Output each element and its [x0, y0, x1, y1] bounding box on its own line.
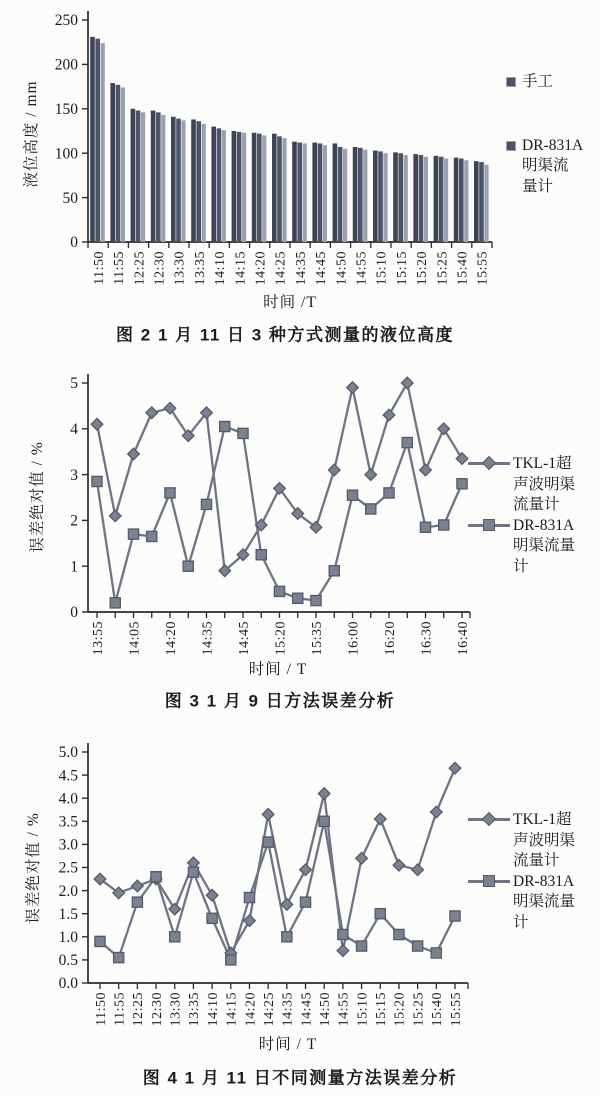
bar-15:55-s1: [474, 161, 479, 242]
bar-14:10-s3: [222, 130, 226, 242]
x-tick-label: 12:30: [152, 251, 168, 286]
fig3-legend: [468, 454, 575, 577]
fig2-x-axis-title: 时间 /T: [263, 294, 317, 311]
square-point: [110, 598, 120, 608]
bar-14:25-s1: [272, 134, 277, 242]
square-point: [128, 529, 138, 539]
fig3-legend-label-line: TKL-1超: [513, 455, 572, 472]
bar-14:15-s1: [232, 131, 237, 242]
bar-13:35-s2: [196, 121, 201, 242]
y-tick-label: 0.0: [58, 975, 78, 993]
x-tick-label: 16:40: [455, 621, 471, 656]
y-tick-label: 4: [70, 421, 78, 438]
square-series-marker-icon: [468, 880, 510, 883]
fig4-legend-entry-tkl1: [468, 810, 575, 872]
x-tick-label: 16:20: [382, 621, 398, 656]
square-point: [402, 437, 412, 447]
bar-11:55-s1: [110, 83, 115, 242]
bar-12:25-s3: [141, 112, 145, 242]
fig2-legend-label-line: DR-831A: [522, 136, 584, 154]
series-line-2: [97, 427, 462, 603]
square-point: [132, 897, 142, 907]
x-tick-label: 13:55: [90, 621, 106, 656]
diamond-point: [109, 510, 121, 522]
x-tick-label: 16:00: [346, 621, 362, 656]
x-tick-label: 15:15: [374, 992, 390, 1027]
diamond-series-marker-icon: [468, 462, 510, 465]
square-point: [420, 522, 430, 532]
x-tick-label: 14:10: [213, 251, 229, 286]
square-point: [147, 531, 157, 541]
diamond-point: [412, 864, 424, 876]
bar-14:45-s2: [318, 143, 323, 242]
bar-12:30-s1: [151, 111, 156, 242]
diamond-point: [347, 382, 359, 394]
diamond-point: [169, 903, 181, 915]
bar-14:55-s1: [353, 147, 358, 242]
bar-12:25-s2: [136, 111, 141, 242]
x-tick-label: 14:55: [336, 992, 352, 1027]
x-tick-label: 14:35: [280, 992, 296, 1027]
x-tick-label: 11:50: [91, 251, 107, 285]
bar-15:15-s2: [398, 153, 403, 242]
x-tick-label: 14:45: [314, 251, 330, 286]
diamond-point: [420, 464, 432, 476]
diamond-point: [401, 377, 413, 389]
x-tick-label: 15:25: [411, 992, 427, 1027]
fig4-legend-label-line: 声波明渠: [513, 831, 576, 849]
square-point: [394, 929, 404, 939]
bar-14:55-s3: [363, 150, 367, 242]
x-tick-label: 15:55: [448, 992, 464, 1027]
diamond-point: [244, 915, 256, 927]
diamond-point: [318, 788, 330, 800]
square-point: [375, 909, 385, 919]
diamond-point: [438, 423, 450, 435]
bar-14:45-s3: [323, 145, 327, 242]
x-tick-label: 15:10: [355, 992, 371, 1027]
x-tick-label: 12:25: [131, 992, 147, 1027]
x-tick-label: 11:55: [112, 992, 128, 1026]
square-point: [151, 872, 161, 882]
y-tick-label: 3: [70, 466, 78, 484]
square-point: [366, 504, 376, 514]
fig2-legend-entry-dr831a: [506, 136, 583, 198]
fig2-legend-label-line: 量计: [522, 177, 554, 195]
square-point: [319, 816, 329, 826]
fig2-y-axis-title: 液位高度 / mm: [23, 80, 40, 188]
x-tick-label: 14:35: [200, 621, 216, 656]
x-tick-label: 14:50: [334, 251, 350, 286]
y-tick-label: 2.0: [58, 882, 78, 900]
square-point: [263, 837, 273, 847]
x-tick-label: 14:20: [163, 621, 179, 656]
bar-15:10-s2: [378, 151, 383, 242]
figure-3-line-chart: [0, 355, 600, 720]
bar-13:30-s2: [176, 119, 181, 242]
bar-12:30-s2: [156, 112, 161, 242]
square-point: [457, 479, 467, 489]
fig3-legend-entry-dr831a: [468, 516, 575, 578]
x-tick-label: 13:30: [168, 992, 184, 1027]
square-point: [338, 929, 348, 939]
bar-15:25-s1: [434, 156, 439, 242]
bar-15:10-s1: [373, 151, 378, 242]
fig4-legend-label-line: 明渠流量: [513, 893, 576, 910]
bar-15:25-s2: [439, 157, 444, 242]
fig3-x-axis-title: 时间 / T: [248, 661, 308, 678]
bar-square-marker-icon: [506, 141, 516, 151]
x-tick-label: 14:25: [261, 992, 277, 1027]
fig3-legend-label-line: 明渠流量: [513, 537, 576, 554]
x-tick-label: 14:50: [318, 992, 334, 1027]
y-tick-label: 50: [62, 189, 78, 207]
square-point: [226, 955, 236, 965]
fig3-legend-entry-tkl1: [468, 454, 575, 516]
square-point: [282, 932, 292, 942]
x-tick-label: 14:45: [236, 621, 252, 656]
y-tick-label: 1: [70, 558, 78, 576]
bar-11:50-s1: [90, 37, 95, 242]
square-point: [114, 952, 124, 962]
square-point: [95, 936, 105, 946]
square-point: [356, 941, 366, 951]
diamond-point: [206, 889, 218, 901]
y-tick-label: 2: [70, 512, 78, 530]
diamond-point: [431, 806, 443, 818]
y-tick-label: 200: [54, 56, 78, 74]
fig2-legend-label-line: 明渠流: [522, 157, 569, 174]
bar-15:20-s2: [419, 155, 424, 242]
diamond-point: [300, 864, 312, 876]
y-tick-label: 5.0: [58, 744, 78, 762]
diamond-point: [328, 464, 340, 476]
diamond-point: [132, 880, 144, 892]
bar-11:55-s2: [116, 85, 121, 242]
bar-14:25-s3: [282, 138, 286, 242]
bar-13:35-s3: [202, 124, 206, 242]
diamond-point: [356, 852, 368, 864]
fig4-legend-label-line: 计: [513, 913, 529, 931]
x-tick-label: 11:55: [112, 251, 128, 285]
square-point: [238, 428, 248, 438]
diamond-series-marker-icon: [468, 818, 510, 821]
square-point: [274, 586, 284, 596]
x-tick-label: 14:05: [127, 621, 143, 656]
bar-15:40-s3: [464, 160, 468, 242]
diamond-point: [146, 407, 158, 419]
square-point: [220, 421, 230, 431]
fig3-caption: 图 3 1 月 9 日方法误差分析: [164, 691, 396, 711]
bar-14:20-s3: [262, 135, 266, 242]
x-tick-label: 12:25: [132, 251, 148, 286]
x-tick-label: 14:15: [224, 992, 240, 1027]
bar-14:15-s2: [237, 132, 242, 242]
square-point: [413, 941, 423, 951]
fig3-legend-label-line: 流量计: [513, 496, 560, 513]
fig4-legend: [468, 810, 575, 933]
x-tick-label: 15:15: [394, 251, 410, 286]
bar-13:30-s3: [181, 120, 185, 242]
diamond-point: [374, 813, 386, 825]
figure-2-bar-chart: [0, 0, 600, 355]
x-tick-label: 15:40: [455, 251, 471, 286]
fig3-legend-label-line: 声波明渠: [513, 475, 576, 493]
fig2-legend-entry-manual: [506, 72, 583, 93]
square-point: [201, 499, 211, 509]
bar-11:55-s3: [121, 87, 125, 242]
bar-15:55-s2: [479, 162, 484, 242]
bar-14:20-s2: [257, 134, 262, 242]
bar-15:40-s1: [454, 158, 459, 242]
x-tick-label: 15:20: [273, 621, 289, 656]
bar-15:15-s3: [404, 155, 408, 242]
bar-14:20-s1: [252, 133, 257, 242]
x-tick-label: 13:35: [187, 992, 203, 1027]
x-tick-label: 11:50: [93, 992, 109, 1026]
square-point: [431, 948, 441, 958]
bar-14:10-s1: [211, 127, 216, 242]
bar-13:30-s1: [171, 117, 176, 242]
bar-15:25-s3: [444, 159, 448, 242]
square-point: [293, 593, 303, 603]
x-tick-label: 15:20: [415, 251, 431, 286]
fig4-y-axis-title: 误差绝对值 / %: [25, 812, 42, 924]
y-tick-label: 4.0: [58, 790, 78, 808]
y-tick-label: 0: [70, 234, 78, 252]
square-point: [188, 867, 198, 877]
fig3-y-axis-title: 误差绝对值 / %: [29, 441, 46, 553]
diamond-point: [128, 448, 140, 460]
x-tick-label: 14:55: [354, 251, 370, 286]
diamond-point: [449, 762, 461, 774]
fig4-x-axis-title: 时间 / T: [258, 1036, 318, 1053]
bar-15:15-s1: [393, 152, 398, 242]
y-tick-label: 100: [54, 145, 78, 163]
square-point: [450, 911, 460, 921]
square-series-marker-icon: [468, 524, 510, 527]
y-tick-label: 3.0: [58, 836, 78, 854]
x-tick-label: 15:35: [309, 621, 325, 656]
square-point: [439, 520, 449, 530]
bar-15:40-s2: [459, 159, 464, 242]
bar-square-marker-icon: [506, 77, 516, 87]
square-point: [183, 561, 193, 571]
fig4-legend-label-line: TKL-1超: [513, 811, 572, 828]
bar-15:20-s3: [424, 157, 428, 242]
square-point: [311, 595, 321, 605]
fig4-legend-label-line: DR-831A: [513, 872, 575, 890]
bar-11:50-s2: [95, 39, 100, 242]
x-tick-label: 12:30: [149, 992, 165, 1027]
y-tick-label: 2.5: [58, 859, 78, 877]
y-tick-label: 0: [70, 604, 78, 622]
bar-11:50-s3: [101, 43, 105, 242]
bar-14:35-s1: [292, 142, 297, 242]
bar-14:10-s2: [217, 128, 222, 242]
x-tick-label: 14:20: [253, 251, 269, 286]
square-point: [256, 550, 266, 560]
diamond-point: [262, 809, 274, 821]
x-tick-label: 15:40: [430, 992, 446, 1027]
y-tick-label: 1.5: [58, 905, 78, 923]
x-tick-label: 14:20: [243, 992, 259, 1027]
x-tick-label: 13:35: [192, 251, 208, 286]
figure-4-line-chart: [0, 720, 600, 1096]
square-point: [347, 490, 357, 500]
bar-15:20-s1: [413, 154, 418, 242]
square-point: [244, 892, 254, 902]
fig4-legend-entry-dr831a: [468, 872, 575, 934]
y-tick-label: 4.5: [58, 767, 78, 785]
square-point: [300, 897, 310, 907]
bar-14:55-s2: [358, 148, 363, 242]
bar-14:15-s3: [242, 133, 246, 242]
diamond-point: [365, 469, 377, 481]
fig2-caption: 图 2 1 月 11 日 3 种方式测量的液位高度: [116, 325, 454, 345]
square-point: [207, 913, 217, 923]
square-point: [92, 476, 102, 486]
fig3-legend-label-line: 计: [513, 557, 529, 575]
fig2-legend: [506, 72, 583, 197]
y-tick-label: 3.5: [58, 813, 78, 831]
x-tick-label: 15:55: [475, 251, 491, 286]
x-tick-label: 14:45: [299, 992, 315, 1027]
diamond-point: [337, 945, 349, 957]
x-tick-label: 14:25: [273, 251, 289, 286]
bar-14:45-s1: [312, 143, 317, 242]
bar-12:25-s1: [131, 109, 136, 242]
bar-14:25-s2: [277, 136, 282, 242]
bar-14:50-s2: [338, 147, 343, 242]
y-tick-label: 0.5: [58, 952, 78, 970]
x-tick-label: 15:10: [374, 251, 390, 286]
diamond-point: [393, 859, 405, 871]
y-tick-label: 150: [54, 101, 78, 118]
fig4-legend-label-line: 流量计: [513, 852, 560, 869]
y-tick-label: 1.0: [58, 929, 78, 946]
y-tick-label: 250: [54, 12, 78, 30]
x-tick-label: 15:20: [392, 992, 408, 1027]
bar-15:55-s3: [484, 165, 488, 242]
bar-15:10-s3: [383, 153, 387, 242]
bar-13:35-s1: [191, 119, 196, 242]
x-tick-label: 16:30: [419, 621, 435, 656]
fig2-legend-label: 手工: [522, 73, 554, 90]
square-point: [165, 488, 175, 498]
square-point: [329, 566, 339, 576]
diamond-point: [456, 453, 468, 465]
series-line-1: [100, 768, 455, 953]
x-tick-label: 14:10: [205, 992, 221, 1027]
bar-14:50-s1: [333, 143, 338, 242]
x-tick-label: 14:35: [293, 251, 309, 286]
bar-14:50-s3: [343, 149, 347, 242]
fig3-legend-label-line: DR-831A: [513, 516, 575, 534]
x-tick-label: 14:15: [233, 251, 249, 286]
diamond-point: [383, 409, 395, 421]
square-point: [384, 488, 394, 498]
bar-12:30-s3: [161, 115, 165, 242]
diamond-point: [91, 418, 103, 430]
fig4-caption: 图 4 1 月 11 日不同测量方法误差分析: [142, 1068, 458, 1088]
diamond-point: [281, 899, 293, 911]
square-point: [170, 932, 180, 942]
bar-14:35-s2: [297, 143, 302, 242]
bar-14:35-s3: [303, 143, 307, 242]
y-tick-label: 5: [70, 375, 78, 393]
x-tick-label: 15:25: [435, 251, 451, 286]
x-tick-label: 13:30: [172, 251, 188, 286]
